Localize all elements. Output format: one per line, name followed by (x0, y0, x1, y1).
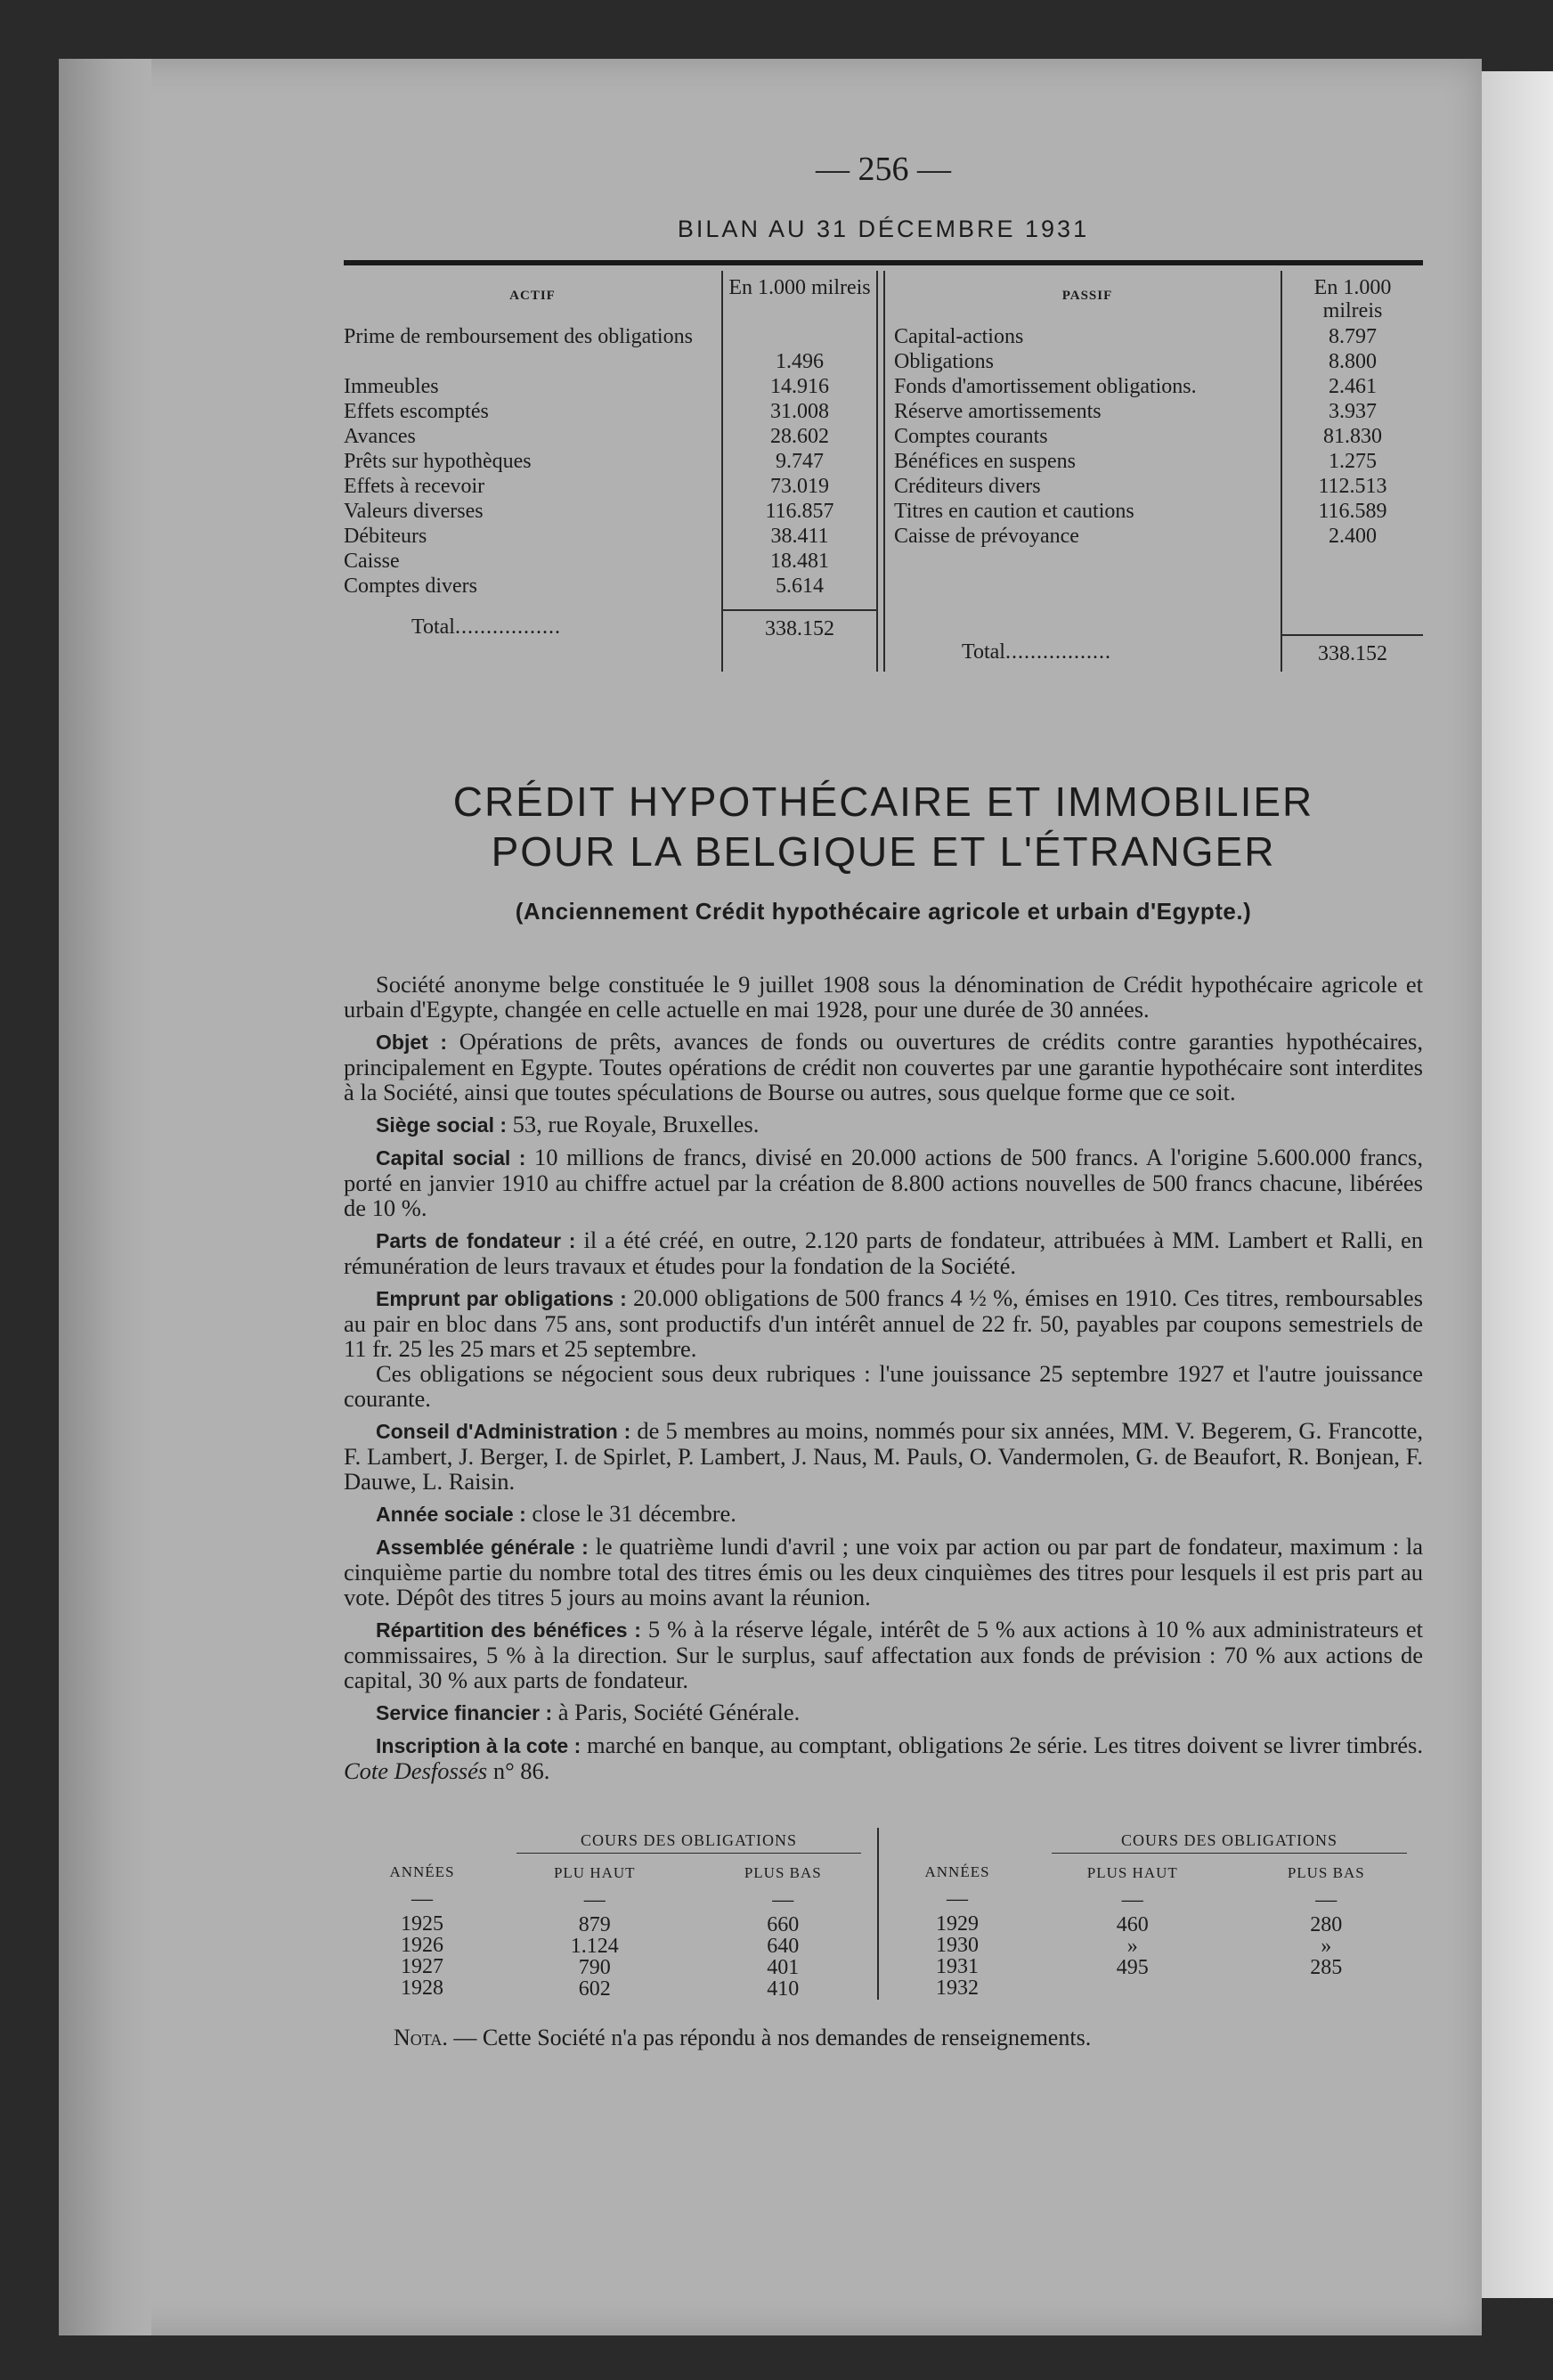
passif-item-label: Titres en caution et cautions (894, 500, 1134, 523)
actif-side (344, 271, 878, 672)
bilan-title: BILAN AU 31 DÉCEMBRE 1931 (677, 216, 1090, 242)
company-title-line-1: CRÉDIT HYPOTHÉCAIRE ET IMMOBILIER (452, 778, 1314, 825)
actif-item-label: Débiteurs (344, 525, 427, 548)
paragraph (344, 1617, 1423, 1692)
paragraph-lead: Parts de fondateur : (376, 1229, 576, 1252)
paragraph (344, 1029, 1423, 1104)
paragraph-text: à Paris, Société Générale. (552, 1699, 801, 1725)
nota-label: Nota. (394, 2025, 448, 2050)
high-cell: 495 (1116, 1956, 1149, 1979)
low-cell: 280 (1310, 1913, 1343, 1936)
paragraph-text: Société anonyme belge constituée le 9 juillet 1908 sous la dénomination de Crédit hypothécaire agricole et urbain d'Egypte, changée en celle actuelle en mai 1928, pour une durée de 30 années. (344, 971, 1423, 1023)
low-heading: PLUS BAS (1287, 1864, 1365, 1881)
page-gutter-shadow (59, 59, 151, 2335)
paragraph-text: Opérations de prêts, avances de fonds ou ouvertures de crédits contre garanties hypothécaires, principalement en Egypte. Toutes opérations de crédit non couvertes par une garantie hypothécaire sont interdites à la Société, ainsi que toutes spéculations de Bourse ou autres, sous quelque forme que ce soit. (344, 1028, 1423, 1105)
paragraph (344, 972, 1423, 1022)
passif-item-label: Fonds d'amortissement obligations. (894, 375, 1197, 398)
company-description (344, 972, 1423, 1783)
actif-item-label: Effets à recevoir (344, 475, 485, 498)
paragraph-text: de 5 membres au moins, nommés pour six années, MM. V. Begerem, G. Francotte, F. Lambert, J. Berger, I. de Spirlet, P. Lambert, J. Naus, M. Pauls, O. Vandermolen, G. de Beaufort, R. Bonjean, F. Dauwe, L. Raisin. (344, 1417, 1423, 1495)
paragraph-lead: Assemblée générale : (376, 1536, 589, 1559)
paragraph-text: 10 millions de francs, divisé en 20.000 actions de 500 francs. A l'origine 5.600.000 francs, porté en janvier 1910 au chiffre actuel par la création de 8.800 actions nouvelles de 500 francs chacune, libérées de 10 %. (344, 1144, 1423, 1221)
actif-item-value: 116.857 (765, 500, 834, 523)
low-cell (1230, 1978, 1424, 2000)
bond-prices-table (344, 1828, 1423, 2000)
actif-item-label: Prime de remboursement des obligations (344, 325, 693, 348)
actif-values (721, 271, 878, 672)
passif-values (1281, 271, 1423, 672)
year-cell: 1926 (401, 1934, 443, 1957)
passif-side (878, 271, 1423, 672)
company-subtitle: (Anciennement Crédit hypothécaire agricole et urbain d'Egypte.) (515, 898, 1252, 925)
actif-item-label: Avances (344, 425, 416, 448)
adjacent-page-edge (1482, 71, 1553, 2298)
year-cell: 1928 (401, 1977, 443, 2000)
actif-item-value: 31.008 (770, 400, 829, 423)
actif-item-label: Immeubles (344, 375, 439, 398)
paragraph-text: Ces obligations se négocient sous deux rubriques : l'une jouissance 25 septembre 1927 et l'autre jouissance courante. (344, 1360, 1423, 1412)
passif-total-label: Total ................. (962, 640, 1111, 664)
passif-item-label: Obligations (894, 350, 994, 373)
paragraph-text: 20.000 obligations de 500 francs 4 ½ %, émises en 1910. Ces titres, remboursables au pair en bloc dans 75 ans, sont productifs d'un intérêt annuel de 22 fr. 50, payables par coupons semestriels de 11 fr. 25 les 25 mars et 25 septembre. (344, 1284, 1423, 1362)
passif-item-label: Comptes courants (894, 425, 1048, 448)
nota (344, 2025, 1423, 2051)
low-cell: 660 (767, 1913, 800, 1936)
actif-labels (344, 271, 721, 672)
paragraph-text: le quatrième lundi d'avril ; une voix par action ou par part de fondateur, maximum : la cinquième partie du nombre total des titres émis ou les deux cinquièmes des titres pour lesquels il est pris part au vote. Dépôt des titres 5 jours au moins avant la réunion. (344, 1533, 1423, 1610)
passif-item-value: 1.275 (1329, 450, 1377, 473)
bond-prices-right: ANNÉES — 1929 1930 1931 1932 COURS DES OBLIGATIONS PLUS HAUT — 460 » 495 PLUS BAS — 280 » 285 (879, 1828, 1423, 2000)
actif-item-value: 14.916 (770, 375, 829, 398)
passif-item-value: 3.937 (1329, 400, 1377, 423)
page-content (344, 150, 1423, 2051)
paragraph-tail: n° 86. (487, 1757, 550, 1784)
paragraph-text: close le 31 décembre. (525, 1500, 736, 1527)
paragraph (344, 1418, 1423, 1494)
actif-item-label: Caisse (344, 550, 400, 573)
passif-item-label: Caisse de prévoyance (894, 525, 1079, 548)
passif-item-value: 116.589 (1318, 500, 1387, 523)
heading-rule (344, 260, 1423, 265)
passif-item-value: 2.461 (1329, 375, 1377, 398)
paragraph (344, 1112, 1423, 1137)
passif-total-value: 338.152 (1282, 634, 1423, 672)
page-number: — 256 — (816, 151, 951, 188)
paragraph-italic: Cote Desfossés (344, 1757, 488, 1784)
actif-item-value: 73.019 (770, 475, 829, 498)
high-cell: 1.124 (570, 1935, 619, 1958)
actif-item-value: 9.747 (776, 450, 824, 473)
paragraph-text: marché en banque, au comptant, obligations 2e série. Les titres doivent se livrer timbrés. (581, 1732, 1423, 1758)
actif-item-value: 1.496 (776, 350, 824, 373)
paragraph-lead: Objet : (376, 1031, 447, 1054)
passif-item-label: Capital-actions (894, 325, 1024, 348)
low-cell: 410 (767, 1977, 800, 2001)
high-cell: 460 (1116, 1913, 1149, 1936)
paragraph-lead: Inscription à la cote : (376, 1734, 581, 1757)
actif-item-label: Effets escomptés (344, 400, 489, 423)
low-heading: PLUS BAS (744, 1864, 822, 1881)
years-heading: ANNÉES (389, 1863, 455, 1880)
nota-text: — Cette Société n'a pas répondu à nos demandes de renseignements. (447, 2025, 1092, 2050)
actif-total-label: Total ................. (411, 615, 561, 639)
year-cell: 1932 (936, 1977, 980, 2000)
high-heading: PLUS HAUT (1086, 1864, 1178, 1881)
paragraph-lead: Siège social : (376, 1113, 508, 1137)
paragraph (344, 1361, 1423, 1411)
passif-item-value: 81.830 (1323, 425, 1382, 448)
year-cell: 1927 (401, 1955, 443, 1978)
paragraph-lead: Service financier : (376, 1701, 553, 1724)
paragraph-lead: Conseil d'Administration : (376, 1420, 631, 1443)
year-cell: 1931 (936, 1955, 980, 1978)
paragraph (344, 1227, 1423, 1278)
bond-prices-left: ANNÉES — 1925 1926 1927 1928 COURS DES OBLIGATIONS PLU HAUT — 879 1.124 790 602 PLUS BAS — 660 640 401 410 (344, 1828, 879, 2000)
low-cell: » (1321, 1935, 1332, 1958)
high-cell: » (1126, 1935, 1138, 1958)
bond-prices-group-title: COURS DES OBLIGATIONS (1052, 1828, 1407, 1854)
passif-labels (883, 271, 1281, 672)
high-cell (1036, 1978, 1230, 2000)
passif-unit: En 1.000 milreis (1313, 276, 1392, 322)
passif-item-label: Bénéfices en suspens (894, 450, 1076, 473)
actif-item-label: Valeurs diverses (344, 500, 484, 523)
company-title-line-2: POUR LA BELGIQUE ET L'ÉTRANGER (491, 828, 1276, 875)
paragraph (344, 1534, 1423, 1610)
paragraph (344, 1699, 1423, 1725)
actif-unit: En 1.000 milreis (728, 276, 871, 299)
paragraph-lead: Capital social : (376, 1146, 526, 1170)
paragraph (344, 1285, 1423, 1361)
paragraph (344, 1501, 1423, 1527)
low-cell: 640 (767, 1935, 800, 1958)
year-cell: 1930 (936, 1934, 980, 1957)
passif-item-value: 112.513 (1318, 475, 1387, 498)
paragraph-lead: Année sociale : (376, 1503, 526, 1526)
paragraph-lead: Répartition des bénéfices : (376, 1618, 641, 1642)
company-title (344, 777, 1423, 876)
balance-sheet (344, 271, 1423, 672)
low-cell: 285 (1310, 1956, 1343, 1979)
passif-heading: PASSIF (1061, 289, 1113, 303)
paragraph-text: 53, rue Royale, Bruxelles. (507, 1111, 760, 1137)
actif-item-label: Prêts sur hypothèques (344, 450, 532, 473)
paragraph-text: il a été créé, en outre, 2.120 parts de fondateur, attribuées à MM. Lambert et Ralli, en rémunération de leurs travaux et études pour la fondation de la Société. (344, 1227, 1423, 1279)
actif-item-value: 5.614 (776, 575, 824, 598)
actif-heading: ACTIF (509, 289, 556, 303)
paragraph-lead: Emprunt par obligations : (376, 1287, 627, 1310)
passif-item-value: 2.400 (1329, 525, 1377, 548)
actif-total-value: 338.152 (723, 609, 876, 647)
actif-item-value: 28.602 (770, 425, 829, 448)
high-cell: 879 (578, 1913, 611, 1936)
high-cell: 790 (578, 1956, 611, 1979)
year-cell: 1929 (936, 1912, 980, 1936)
high-heading: PLU HAUT (553, 1864, 636, 1881)
passif-item-label: Créditeurs divers (894, 475, 1041, 498)
high-cell: 602 (578, 1977, 611, 2001)
passif-item-value: 8.800 (1329, 350, 1377, 373)
actif-item-value: 38.411 (770, 525, 829, 548)
actif-item-value: 18.481 (770, 550, 829, 573)
low-cell: 401 (767, 1956, 800, 1979)
paragraph (344, 1732, 1423, 1783)
paragraph (344, 1145, 1423, 1220)
passif-item-value: 8.797 (1329, 325, 1377, 348)
year-cell: 1925 (401, 1912, 443, 1936)
paragraph-text: 5 % à la réserve légale, intérêt de 5 % aux actions à 10 % aux administrateurs et commissaires, 5 % à la direction. Sur le surplus, sauf affectation aux fonds de prévision : 70 % aux actions de capital, 30 % aux parts de fondateur. (344, 1616, 1423, 1693)
years-heading: ANNÉES (924, 1863, 990, 1880)
bond-prices-group-title: COURS DES OBLIGATIONS (516, 1828, 861, 1854)
passif-item-label: Réserve amortissements (894, 400, 1102, 423)
actif-item-label: Comptes divers (344, 575, 477, 598)
